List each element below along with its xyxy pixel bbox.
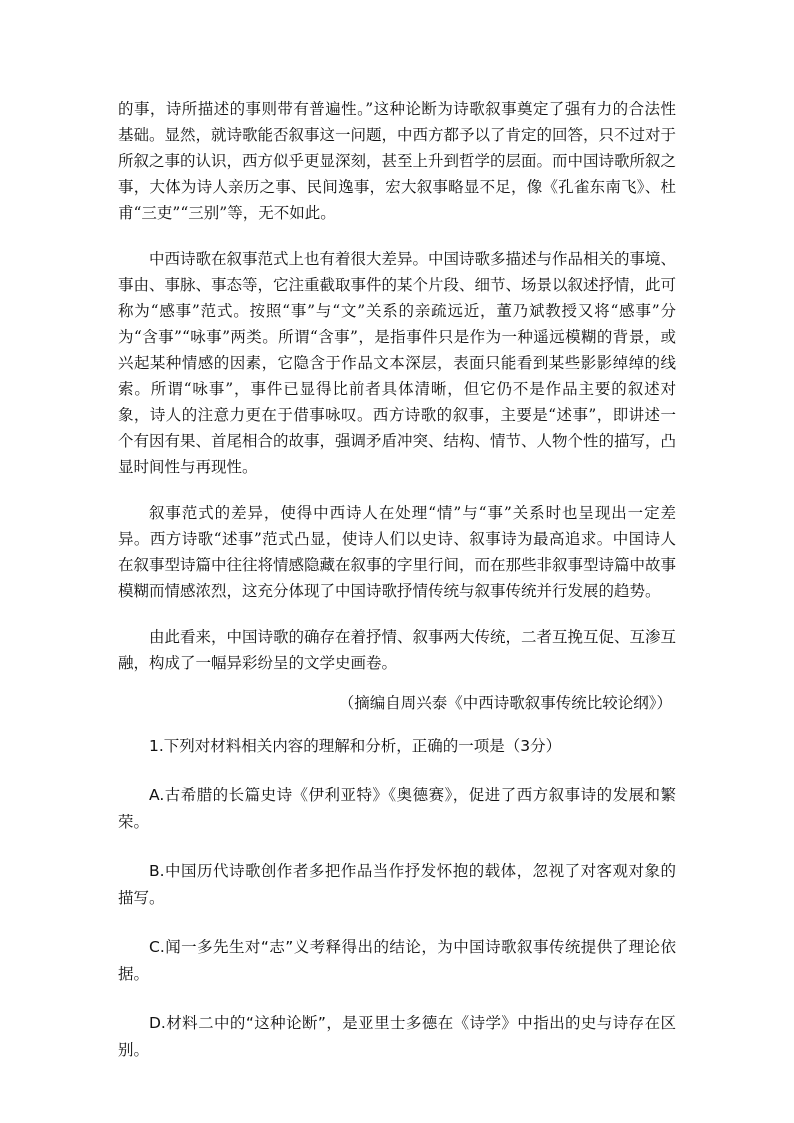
passage-source: （摘编自周兴泰《中西诗歌叙事传统比较论纲》） (338, 694, 672, 712)
passage-paragraph: 中西诗歌在叙事范式上也有着很大差异。中国诗歌多描述与作品相关的事境、事由、事脉、事态等，它注重截取事件的某个片段、细节、场景以叙述抒情，此可称为“感事”范式。按照“事”与“文”关系的亲疏远近，董乃斌教授又将“感事”分为“含事”“咏事”两类。所谓“含事”，是指事件只是作为一种遥远模糊的背景，或兴起某种情感的因素，它隐含于作品文本深层，表面只能看到某些影影绰绰的线索。所谓“咏事”，事件已显得比前者具体清晰，但它仍不是作品主要的叙述对象，诗人的注意力更在于借事咏叹。西方诗歌的叙事，主要是“述事”，即讲述一个有因有果、首尾相合的故事，强调矛盾冲突、结构、情节、人物个性的描写，凸显时间性与再现性。 (118, 250, 677, 476)
document-page (118, 96, 676, 1064)
option-d: D.材料二中的“这种论断”，是亚里士多德在《诗学》中指出的史与诗存在区别。 (118, 1014, 676, 1059)
question-stem: 1.下列对材料相关内容的理解和分析，正确的一项是（3分） (149, 737, 562, 755)
passage-paragraph: 由此看来，中国诗歌的确存在着抒情、叙事两大传统，二者互挽互促、互渗互融，构成了一幅异彩纷呈的文学史画卷。 (118, 628, 677, 672)
option-a: A.古希腊的长篇史诗《伊利亚特》《奥德赛》，促进了西方叙事诗的发展和繁荣。 (118, 786, 676, 831)
passage-paragraph: 的事，诗所描述的事则带有普遍性。”这种论断为诗歌叙事奠定了强有力的合法性基础。显然，就诗歌能否叙事这一问题，中西方都予以了肯定的回答，只不过对于所叙之事的认识，西方似乎更显深刻，甚至上升到哲学的层面。而中国诗歌所叙之事，大体为诗人亲历之事、民间逸事，宏大叙事略显不足，像《孔雀东南飞》、杜甫“三吏”“三别”等，无不如此。 (118, 100, 677, 222)
option-c: C.闻一多先生对“志”义考释得出的结论，为中国诗歌叙事传统提供了理论依据。 (118, 938, 676, 983)
passage-paragraph: 叙事范式的差异，使得中西诗人在处理“情”与“事”关系时也呈现出一定差异。西方诗歌“述事”范式凸显，使诗人们以史诗、叙事诗为最高追求。中国诗人在叙事型诗篇中往往将情感隐藏在叙事的字里行间，而在那些非叙事型诗篇中故事模糊而情感浓烈，这充分体现了中国诗歌抒情传统与叙事传统并行发展的趋势。 (118, 504, 677, 600)
reading-passage (118, 96, 676, 676)
question-block (118, 732, 676, 1064)
option-b: B.中国历代诗歌创作者多把作品当作抒发怀抱的载体，忽视了对客观对象的描写。 (118, 862, 676, 907)
